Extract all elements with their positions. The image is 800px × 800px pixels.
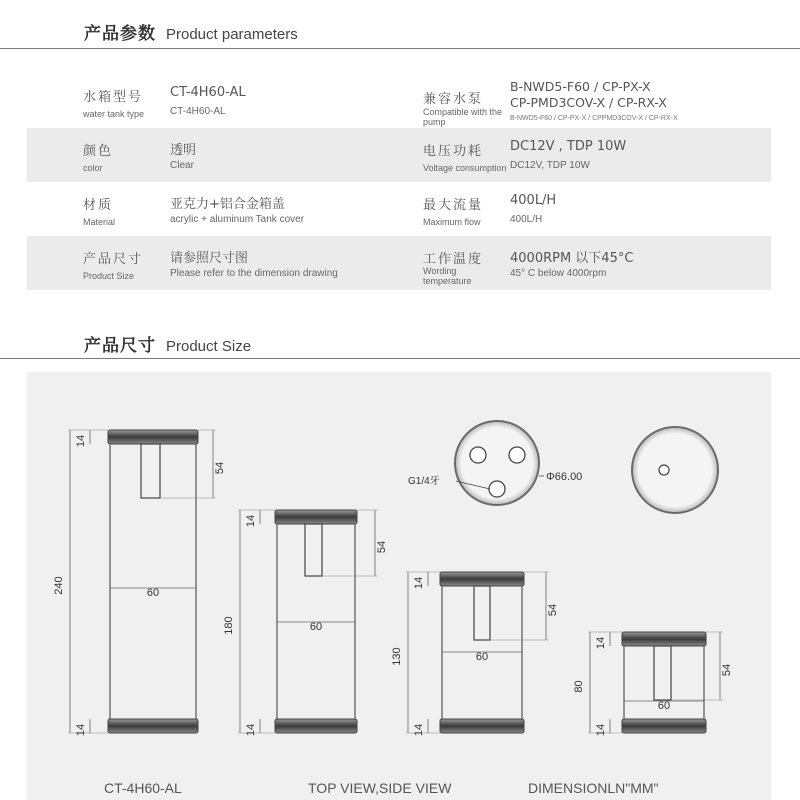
top-view-three-ports	[408, 421, 582, 505]
pump-stem	[654, 646, 671, 700]
top-view-disc	[632, 427, 718, 513]
param-value: 4000RPM 以下45°C	[510, 251, 634, 266]
caption-model: CT-4H60-AL	[104, 780, 182, 796]
param-value: 透明	[170, 143, 197, 158]
param-label-zh: 颜色	[83, 144, 114, 159]
bottom-cap-label: 14	[413, 723, 425, 737]
tank-top-cap	[275, 510, 357, 524]
size-title-zh: 产品尺寸	[84, 336, 156, 356]
tank-drawings	[53, 430, 733, 736]
param-value-en: Clear	[170, 160, 194, 171]
width-label: 60	[657, 700, 671, 712]
height-label: 240	[53, 576, 65, 595]
tube-length-label: 54	[376, 540, 388, 554]
thread-label: G1/4牙	[408, 476, 440, 487]
tank-top-cap	[108, 430, 198, 444]
param-value-en: CT-4H60-AL	[170, 106, 226, 117]
port-hole	[489, 481, 505, 497]
port-hole	[509, 447, 525, 463]
height-label: 80	[573, 680, 585, 693]
param-label-en: Product Size	[83, 271, 135, 281]
pump-stem	[474, 586, 490, 640]
param-label-en: Maximum flow	[423, 217, 481, 227]
width-label: 60	[475, 651, 489, 663]
pump-stem	[305, 524, 322, 576]
port-hole	[659, 465, 669, 475]
param-label-en: Wording temperature	[423, 266, 472, 286]
width-label: 60	[146, 587, 160, 599]
bottom-cap-label: 14	[245, 723, 257, 737]
param-label-zh: 电压功耗	[423, 144, 484, 159]
param-value-en: DC12V, TDP 10W	[510, 160, 590, 171]
tube-length-label: 54	[721, 663, 733, 677]
cap-height-label: 14	[413, 576, 425, 590]
param-label-zh: 兼容水泵	[423, 92, 484, 107]
param-value: 400L/H	[510, 193, 557, 208]
cap-height-label: 14	[75, 434, 87, 448]
param-value: 请参照尺寸图	[170, 251, 249, 266]
tank-bottom-cap	[275, 719, 357, 733]
cap-height-label: 14	[595, 636, 607, 650]
param-value: 亚克力+铝合金箱盖	[170, 197, 285, 212]
bottom-cap-label: 14	[595, 723, 607, 737]
param-label-en: Compatible with the pump	[423, 107, 503, 127]
pump-models-line1: B-NWD5-F60 / CP-PX-X	[510, 79, 651, 94]
pump-models-line2: CP-PMD3COV-X / CP-RX-X	[510, 95, 667, 110]
port-hole	[470, 447, 486, 463]
param-value: CT-4H60-AL	[170, 85, 246, 100]
tank-bottom-cap	[440, 719, 524, 733]
tank-top-cap	[622, 632, 706, 646]
size-title-en: Product Size	[166, 338, 252, 355]
pump-stem	[141, 444, 160, 498]
tank-top-cap	[440, 572, 524, 586]
top-view-single-port	[632, 427, 718, 513]
params-title-zh: 产品参数	[84, 24, 156, 44]
param-label-zh: 最大流量	[423, 198, 484, 213]
width-label: 60	[309, 621, 323, 633]
caption-views: TOP VIEW,SIDE VIEW	[308, 780, 452, 796]
param-label-en: Voltage consumption	[423, 163, 507, 173]
param-label-en: Material	[83, 217, 116, 227]
param-value-en: 400L/H	[510, 214, 543, 225]
param-label-en: color	[83, 163, 103, 173]
height-label: 130	[391, 647, 403, 666]
param-value-en: Please refer to the dimension drawing	[170, 268, 338, 279]
cap-height-label: 14	[245, 514, 257, 528]
diameter-label: Φ66.00	[546, 471, 583, 483]
param-value-small: B-NWD5-F60 / CP-PX-X / CPPMD3COV-X / CP-RX-X	[510, 115, 678, 122]
bottom-cap-label: 14	[75, 723, 87, 737]
param-value: DC12V , TDP 10W	[510, 139, 627, 154]
param-label-zh: 水箱型号	[83, 90, 144, 105]
height-label: 180	[223, 616, 235, 635]
tank-bottom-cap	[108, 719, 198, 733]
param-label-zh: 产品尺寸	[83, 252, 144, 267]
tube-length-label: 54	[547, 603, 559, 617]
param-label-en: water tank type	[83, 109, 145, 119]
param-value-en: acrylic + aluminum Tank cover	[170, 214, 305, 225]
param-label-zh: 材质	[83, 198, 114, 213]
tube-length-label: 54	[214, 461, 226, 475]
param-value-en: 45° C below 4000rpm	[510, 268, 607, 279]
params-title-en: Product parameters	[166, 26, 298, 43]
caption-dimension: DIMENSIONLN"MM"	[528, 780, 659, 796]
param-label-zh: 工作温度	[423, 252, 484, 267]
tank-bottom-cap	[622, 719, 706, 733]
